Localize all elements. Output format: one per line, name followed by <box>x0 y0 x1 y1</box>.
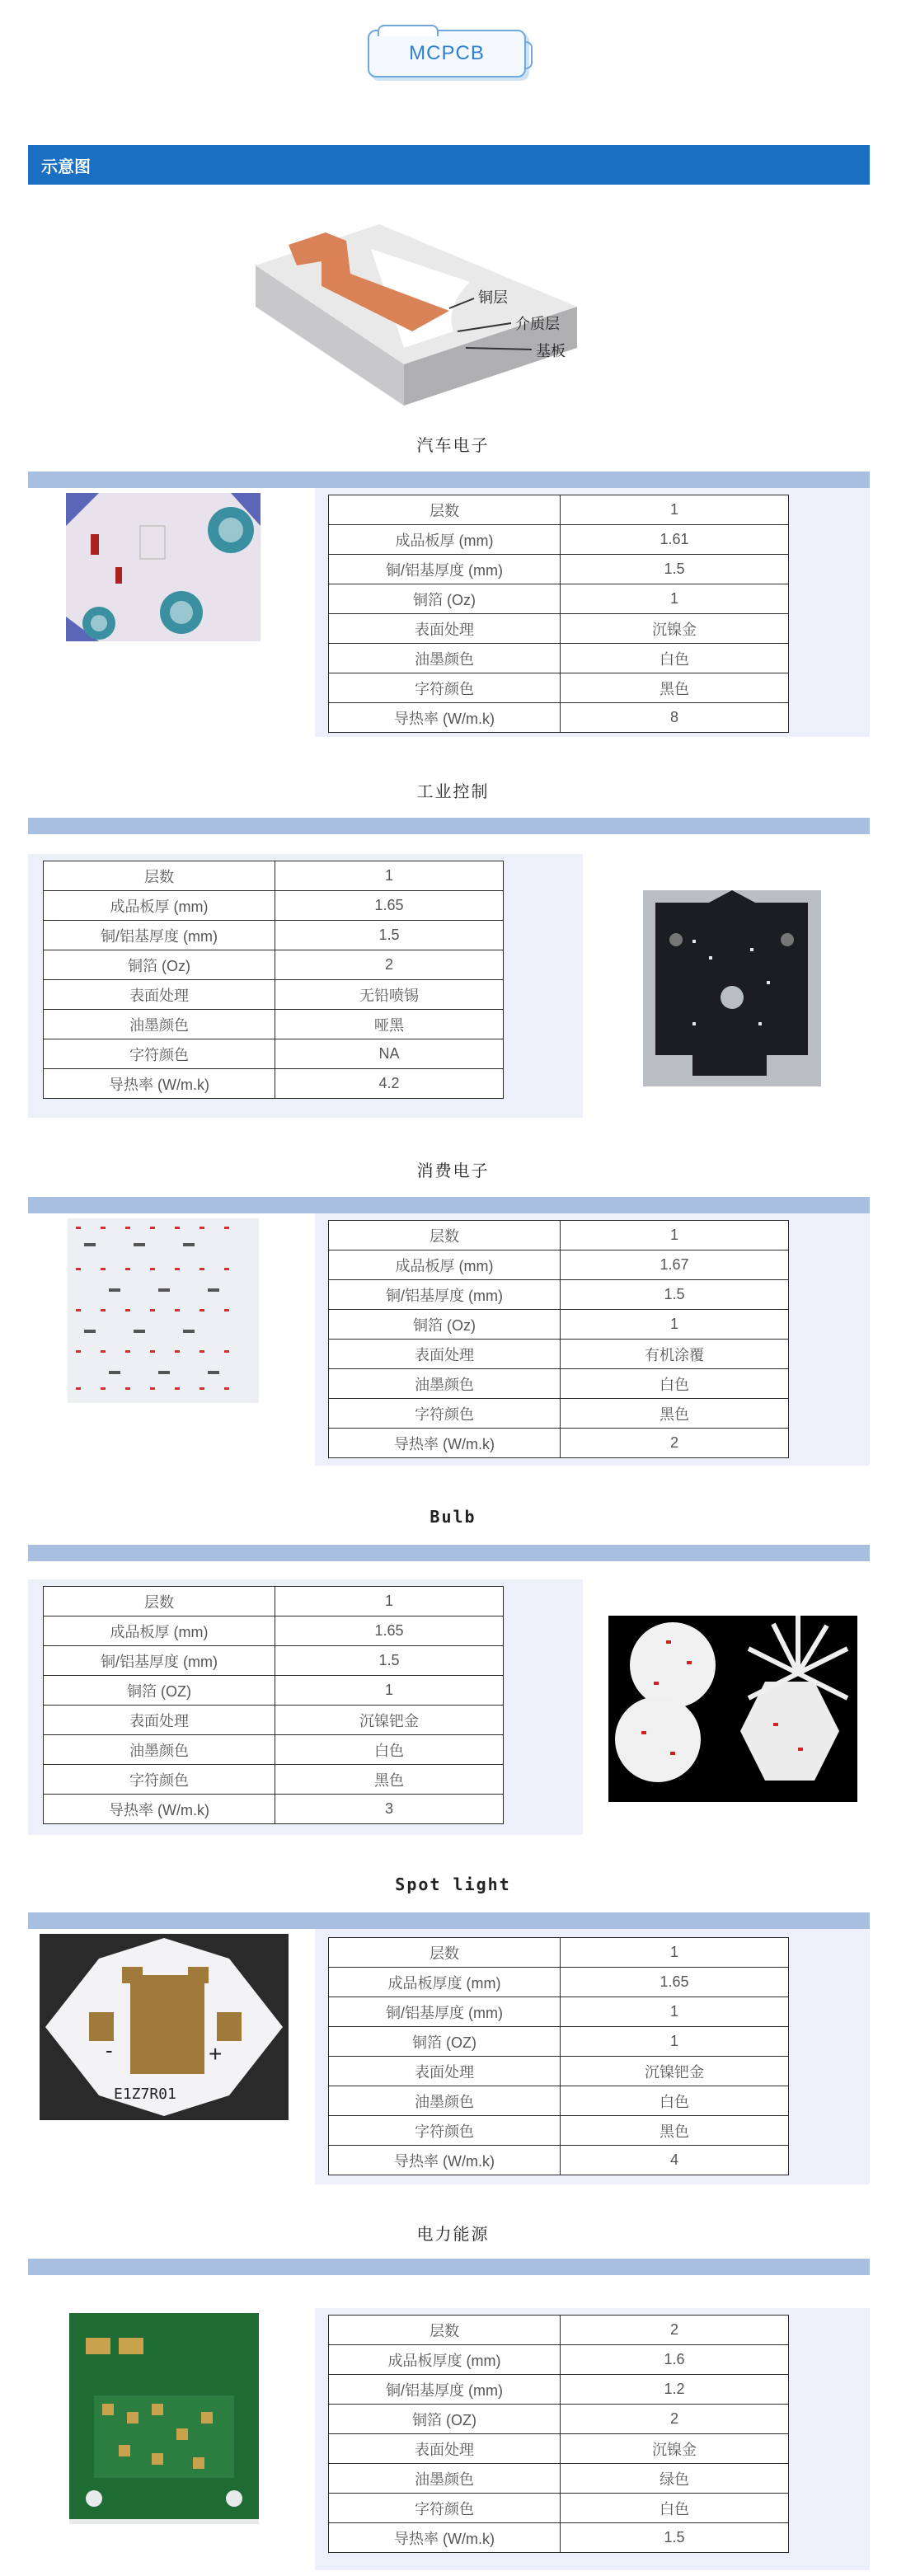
table-row <box>329 1399 789 1429</box>
spec-value-cell: 1.5 <box>275 1646 504 1676</box>
section-divider <box>28 1912 870 1929</box>
spec-table-power-energy <box>328 2315 789 2553</box>
table-row <box>329 1968 789 1997</box>
spec-value-cell: 2 <box>561 1429 789 1458</box>
table-row <box>329 703 789 733</box>
spec-value-cell: 1.5 <box>275 921 504 950</box>
industrial-pcb-photo <box>643 890 821 1086</box>
spec-label-cell: 导热率 (W/m.k) <box>329 703 561 733</box>
table-row <box>329 1938 789 1968</box>
spec-label-cell: 层数 <box>329 1221 561 1250</box>
table-row <box>44 1735 504 1765</box>
spec-table-consumer <box>328 1220 789 1458</box>
table-row <box>44 980 504 1010</box>
spec-value-cell: 1 <box>561 495 789 525</box>
spec-value-cell: 1.2 <box>561 2375 789 2405</box>
spec-value-cell: 1 <box>561 1997 789 2027</box>
table-row <box>329 2345 789 2375</box>
spec-label-cell: 导热率 (W/m.k) <box>44 1069 275 1099</box>
table-row <box>329 1310 789 1340</box>
spec-label-cell: 导热率 (W/m.k) <box>329 2523 561 2553</box>
spec-label-cell: 铜箔 (OZ) <box>329 2405 561 2434</box>
spec-value-cell: 沉镍金 <box>561 2434 789 2464</box>
spec-value-cell: 1 <box>275 1587 504 1616</box>
table-row <box>329 2086 789 2116</box>
section-header-bar <box>28 145 870 185</box>
table-row <box>329 2027 789 2057</box>
spot-light-pcb-photo <box>40 1934 289 2120</box>
table-row <box>44 1039 504 1069</box>
table-row <box>329 644 789 673</box>
spec-label-cell: 字符颜色 <box>329 2116 561 2146</box>
section-title-power-energy: 电力能源 <box>416 2224 490 2244</box>
section-title-bulb: Bulb <box>430 1507 476 1527</box>
table-row <box>329 2316 789 2345</box>
section-divider <box>28 1545 870 1561</box>
spec-value-cell: 白色 <box>561 644 789 673</box>
spec-value-cell: 1.5 <box>561 555 789 584</box>
table-row <box>44 1706 504 1735</box>
spec-value-cell: 8 <box>561 703 789 733</box>
spec-label-cell: 铜/铝基厚度 (mm) <box>329 555 561 584</box>
spec-value-cell: 无铅喷锡 <box>275 980 504 1010</box>
spec-label-cell: 表面处理 <box>329 2057 561 2086</box>
spec-value-cell: 有机涂覆 <box>561 1340 789 1369</box>
table-row <box>329 584 789 614</box>
spec-label-cell: 油墨颜色 <box>44 1010 275 1039</box>
spec-value-cell: 1 <box>275 861 504 891</box>
spec-label-cell: 铜箔 (Oz) <box>329 1310 561 1340</box>
spec-label-cell: 表面处理 <box>44 1706 275 1735</box>
table-row <box>329 2116 789 2146</box>
spec-label-cell: 导热率 (W/m.k) <box>329 1429 561 1458</box>
spec-value-cell: 1.67 <box>561 1250 789 1280</box>
consumer-pcb-photo <box>68 1218 259 1403</box>
spec-label-cell: 层数 <box>44 861 275 891</box>
table-row <box>329 614 789 644</box>
spec-value-cell: 1.5 <box>561 2523 789 2553</box>
spec-table-automotive <box>328 495 789 733</box>
table-row <box>329 2464 789 2494</box>
spec-label-cell: 层数 <box>329 2316 561 2345</box>
spec-value-cell: 1 <box>561 2027 789 2057</box>
table-row <box>44 1765 504 1795</box>
spec-value-cell: 4.2 <box>275 1069 504 1099</box>
page-title: MCPCB <box>409 42 485 64</box>
spec-value-cell: 1.6 <box>561 2345 789 2375</box>
spec-label-cell: 层数 <box>44 1587 275 1616</box>
spec-value-cell: 1 <box>561 584 789 614</box>
spec-value-cell: 2 <box>561 2405 789 2434</box>
section-divider <box>28 818 870 834</box>
spec-value-cell: 沉镍钯金 <box>561 2057 789 2086</box>
spec-label-cell: 油墨颜色 <box>44 1735 275 1765</box>
spec-value-cell: 1 <box>561 1221 789 1250</box>
spec-value-cell: 沉镍金 <box>561 614 789 644</box>
spec-value-cell: 2 <box>275 950 504 980</box>
spec-value-cell: 1 <box>561 1310 789 1340</box>
table-row <box>329 1429 789 1458</box>
spec-label-cell: 铜箔 (Oz) <box>44 950 275 980</box>
spec-value-cell: 黑色 <box>275 1765 504 1795</box>
spec-label-cell: 铜箔 (OZ) <box>329 2027 561 2057</box>
table-row <box>44 1616 504 1646</box>
spec-value-cell: 绿色 <box>561 2464 789 2494</box>
table-row <box>329 2057 789 2086</box>
spec-label-cell: 成品板厚 (mm) <box>329 525 561 555</box>
spec-value-cell: 黑色 <box>561 1399 789 1429</box>
spec-label-cell: 油墨颜色 <box>329 2086 561 2116</box>
table-row <box>44 921 504 950</box>
section-title-spot-light: Spot light <box>395 1875 511 1894</box>
spec-label-cell: 字符颜色 <box>329 1399 561 1429</box>
spec-label-cell: 字符颜色 <box>329 2494 561 2523</box>
spec-value-cell: 2 <box>561 2316 789 2345</box>
spec-value-cell: 哑黑 <box>275 1010 504 1039</box>
power-energy-pcb-photo <box>69 2313 259 2524</box>
bulb-pcb-photo <box>608 1616 857 1802</box>
table-row <box>329 1280 789 1310</box>
spec-label-cell: 层数 <box>329 495 561 525</box>
table-row <box>329 1997 789 2027</box>
table-row <box>329 1221 789 1250</box>
spec-value-cell: 3 <box>275 1795 504 1824</box>
table-row <box>44 1010 504 1039</box>
spec-label-cell: 字符颜色 <box>44 1039 275 1069</box>
spec-value-cell: 白色 <box>561 1369 789 1399</box>
mcpcb-layer-diagram <box>247 216 594 406</box>
table-row <box>44 861 504 891</box>
section-divider <box>28 1197 870 1213</box>
spec-value-cell: 1.65 <box>275 1616 504 1646</box>
spec-label-cell: 油墨颜色 <box>329 644 561 673</box>
table-row <box>44 1069 504 1099</box>
section-header-label: 示意图 <box>41 157 91 176</box>
spec-label-cell: 铜/铝基厚度 (mm) <box>44 1646 275 1676</box>
spec-value-cell: 1 <box>275 1676 504 1706</box>
diagram-label-copper: 铜层 <box>478 289 508 306</box>
page-title-badge <box>368 30 526 77</box>
table-row <box>44 1646 504 1676</box>
table-row <box>44 1587 504 1616</box>
section-title-industrial: 工业控制 <box>416 781 490 801</box>
spec-label-cell: 铜/铝基厚度 (mm) <box>329 1997 561 2027</box>
spec-label-cell: 层数 <box>329 1938 561 1968</box>
table-row <box>329 2523 789 2553</box>
spec-table-spot-light <box>328 1937 789 2175</box>
spec-value-cell: 沉镍钯金 <box>275 1706 504 1735</box>
table-row <box>329 2405 789 2434</box>
spec-value-cell: 黑色 <box>561 2116 789 2146</box>
spec-value-cell: 1 <box>561 1938 789 1968</box>
table-row <box>44 891 504 921</box>
spec-label-cell: 油墨颜色 <box>329 2464 561 2494</box>
spec-value-cell: 白色 <box>561 2494 789 2523</box>
spec-label-cell: 导热率 (W/m.k) <box>329 2146 561 2175</box>
spec-table-bulb <box>43 1586 504 1824</box>
spec-label-cell: 表面处理 <box>329 2434 561 2464</box>
spec-label-cell: 油墨颜色 <box>329 1369 561 1399</box>
spec-label-cell: 导热率 (W/m.k) <box>44 1795 275 1824</box>
table-row <box>329 1250 789 1280</box>
spec-value-cell: 白色 <box>275 1735 504 1765</box>
spec-label-cell: 铜/铝基厚度 (mm) <box>44 921 275 950</box>
automotive-pcb-photo <box>66 493 261 641</box>
spec-value-cell: NA <box>275 1039 504 1069</box>
table-row <box>329 2434 789 2464</box>
table-row <box>329 1369 789 1399</box>
table-row <box>329 2146 789 2175</box>
spec-value-cell: 1.61 <box>561 525 789 555</box>
table-row <box>329 2375 789 2405</box>
spec-label-cell: 成品板厚 (mm) <box>44 891 275 921</box>
section-title-consumer: 消费电子 <box>416 1161 490 1180</box>
table-row <box>329 555 789 584</box>
spec-value-cell: 1.65 <box>275 891 504 921</box>
spec-label-cell: 成品板厚度 (mm) <box>329 1968 561 1997</box>
spec-label-cell: 成品板厚 (mm) <box>329 1250 561 1280</box>
spec-label-cell: 表面处理 <box>329 1340 561 1369</box>
spot-serial-text: E1Z7R01 <box>114 2086 176 2103</box>
section-title-automotive: 汽车电子 <box>416 435 490 455</box>
spec-value-cell: 白色 <box>561 2086 789 2116</box>
section-divider <box>28 2259 870 2275</box>
diagram-label-dielectric: 介质层 <box>515 316 560 332</box>
plus-mark: + <box>209 2041 223 2067</box>
spec-label-cell: 成品板厚度 (mm) <box>329 2345 561 2375</box>
spec-label-cell: 表面处理 <box>44 980 275 1010</box>
spec-value-cell: 4 <box>561 2146 789 2175</box>
table-row <box>329 525 789 555</box>
table-row <box>329 2494 789 2523</box>
spec-label-cell: 铜箔 (Oz) <box>329 584 561 614</box>
section-divider <box>28 472 870 488</box>
spec-table-industrial <box>43 861 504 1099</box>
spec-label-cell: 铜/铝基厚度 (mm) <box>329 2375 561 2405</box>
minus-mark: - <box>106 2038 113 2062</box>
table-row <box>329 673 789 703</box>
table-row <box>44 950 504 980</box>
diagram-label-substrate: 基板 <box>536 343 566 359</box>
spec-label-cell: 成品板厚 (mm) <box>44 1616 275 1646</box>
spec-label-cell: 字符颜色 <box>44 1765 275 1795</box>
table-row <box>329 1340 789 1369</box>
spec-label-cell: 铜箔 (OZ) <box>44 1676 275 1706</box>
spec-value-cell: 1.65 <box>561 1968 789 1997</box>
spec-value-cell: 黑色 <box>561 673 789 703</box>
table-row <box>44 1795 504 1824</box>
table-row <box>329 495 789 525</box>
spec-label-cell: 铜/铝基厚度 (mm) <box>329 1280 561 1310</box>
table-row <box>44 1676 504 1706</box>
spec-label-cell: 字符颜色 <box>329 673 561 703</box>
spec-value-cell: 1.5 <box>561 1280 789 1310</box>
spec-label-cell: 表面处理 <box>329 614 561 644</box>
